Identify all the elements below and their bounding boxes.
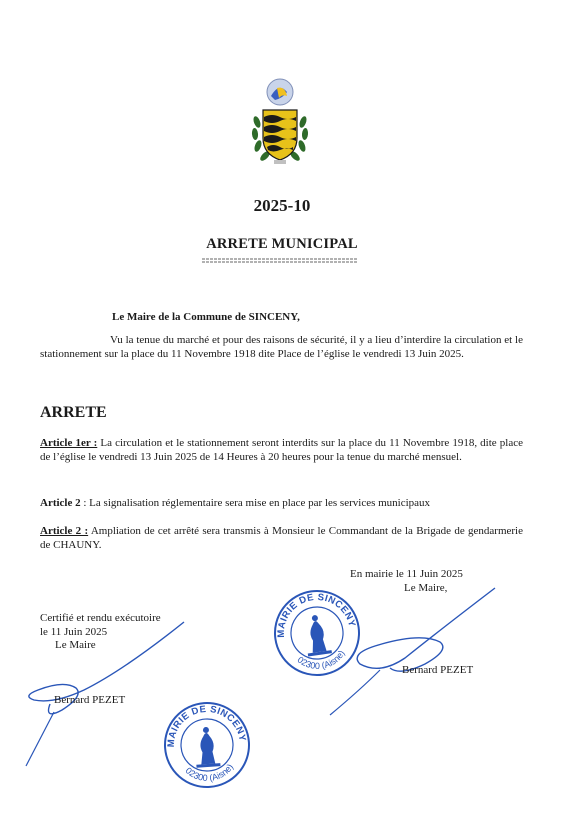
preamble-text: Vu la tenue du marché et pour des raisons de sécurité, il y a lieu d’interdire la circulation et le stationnement sur la place du 11 Novembre 1918 dite Place de l’église le vendredi 13 Juin 2025. xyxy=(40,334,523,360)
article-2 xyxy=(40,497,523,511)
handwritten-signature xyxy=(320,580,510,720)
place-date: En mairie le 11 Juin 2025 xyxy=(350,568,463,580)
article-1 xyxy=(40,437,523,464)
decision-heading: ARRETE xyxy=(40,404,107,421)
article-label: Article 2 xyxy=(40,497,81,509)
statue-icon xyxy=(194,726,221,768)
document-title: ARRETE MUNICIPAL xyxy=(206,236,358,252)
article-3 xyxy=(40,525,523,552)
article-text: La circulation et le stationnement seront interdits sur la place du 11 Novembre 1918, dite place de l’église le vendredi 13 Juin 2025 de 14 Heures à 20 heures pour la tenue du marché mensuel. xyxy=(40,437,523,463)
signer-role: Le Maire xyxy=(55,639,96,651)
shield-icon xyxy=(263,110,297,160)
certification-text: Certifié et rendu exécutoire xyxy=(40,612,161,624)
article-text: : La signalisation réglementaire sera mise en place par les services municipaux xyxy=(83,497,431,509)
article-label: Article 1er : xyxy=(40,437,98,449)
stamp-top-text: MAIRIE DE SINCENY xyxy=(275,591,358,638)
stamp-bottom-text: 02300 (Aisne) xyxy=(183,762,236,784)
signer-role: Le Maire, xyxy=(404,581,448,594)
certification-date: le 11 Juin 2025 xyxy=(40,625,108,638)
stamp-bottom-text: 02300 (Aisne) xyxy=(295,648,347,671)
signer-name: Bernard PEZET xyxy=(402,664,474,676)
preamble-heading: Le Maire de la Commune de SINCENY, xyxy=(112,311,300,323)
signer-name: Bernard PEZET xyxy=(54,694,126,706)
document-number: 2025-10 xyxy=(253,196,311,215)
stamp-top-text: MAIRIE DE SINCENY xyxy=(165,703,248,748)
ribbon-icon xyxy=(274,160,286,164)
article-label: Article 2 : xyxy=(40,525,89,537)
mural-crown-icon xyxy=(267,79,293,105)
title-double-rule xyxy=(202,258,358,263)
commune-coat-of-arms xyxy=(249,76,311,166)
article-text: Ampliation de cet arrêté sera transmis à Monsieur le Commandant de la Brigade de gendarmerie de CHAUNY. xyxy=(40,525,523,551)
